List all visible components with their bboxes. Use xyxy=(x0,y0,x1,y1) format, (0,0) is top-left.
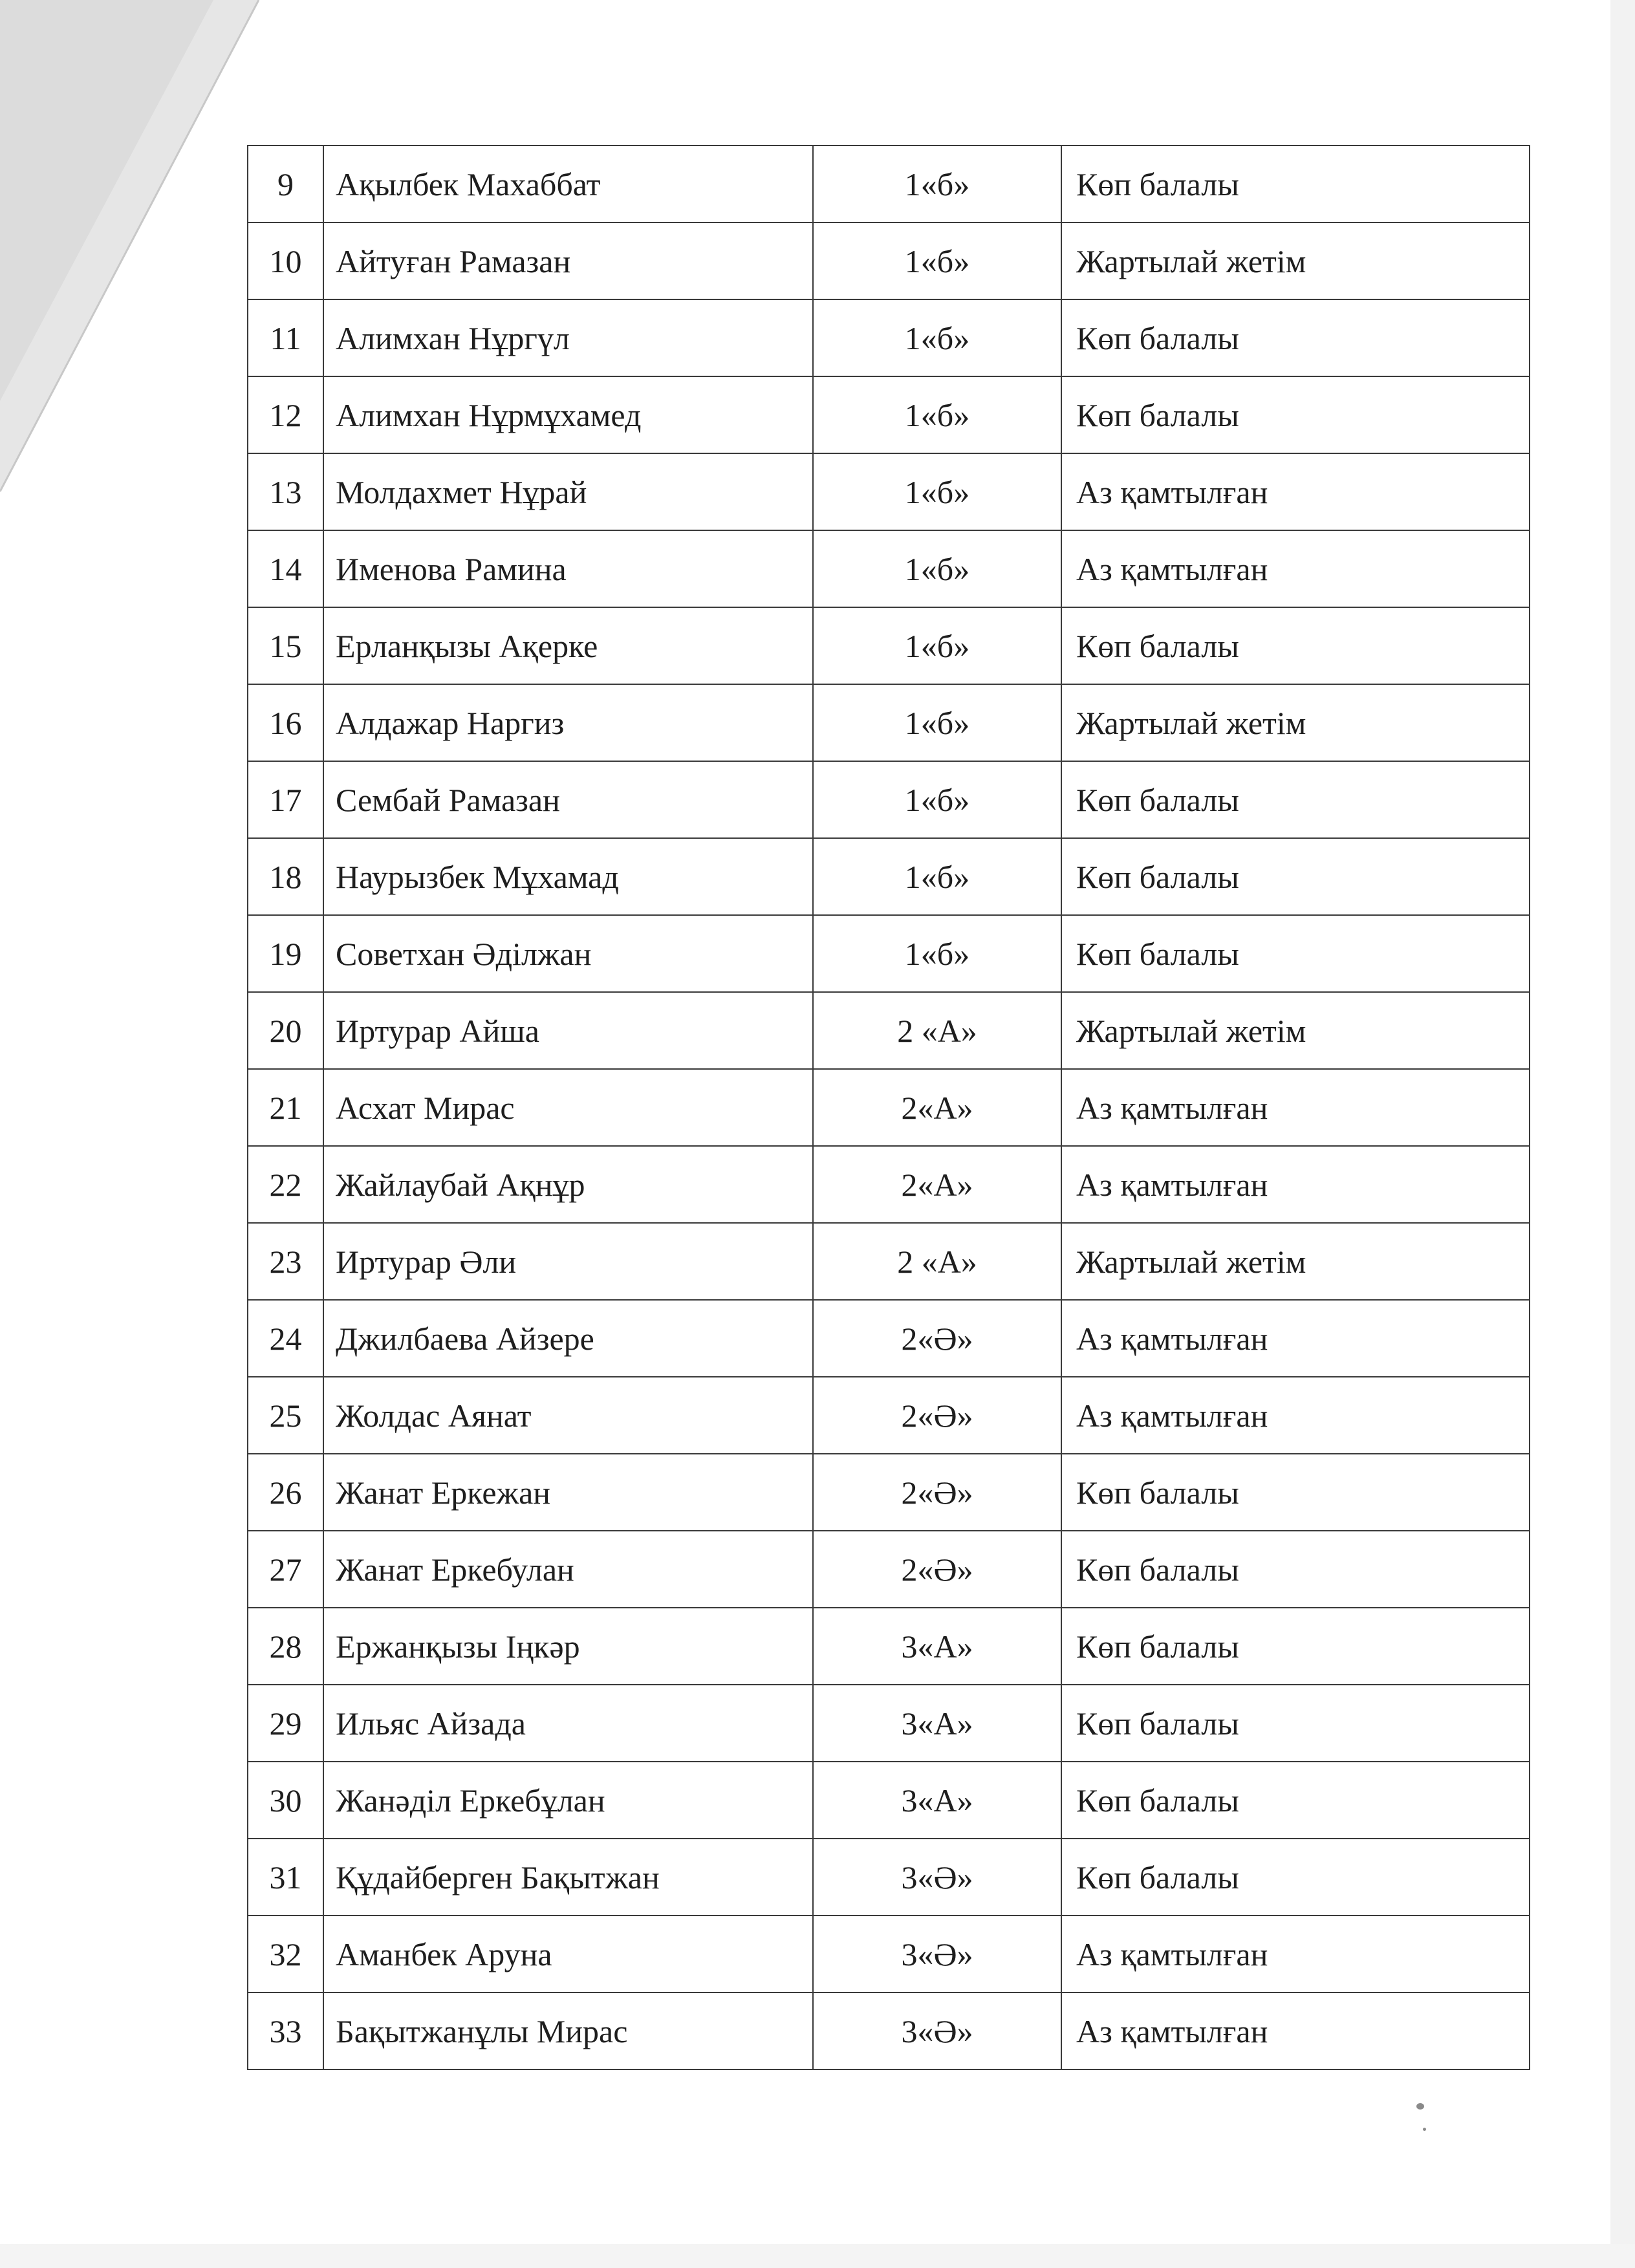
table-row xyxy=(248,222,1530,299)
table-row xyxy=(248,838,1530,915)
table-row xyxy=(248,1377,1530,1454)
table-row xyxy=(248,1223,1530,1300)
row-number: 13 xyxy=(248,453,323,530)
student-name: Иртурар Әли xyxy=(323,1223,813,1300)
table-row xyxy=(248,1146,1530,1223)
student-name: Сембай Рамазан xyxy=(323,761,813,838)
student-name: Советхан Әділжан xyxy=(323,915,813,992)
row-number: 12 xyxy=(248,376,323,453)
student-name: Айтуған Рамазан xyxy=(323,222,813,299)
student-name: Аманбек Аруна xyxy=(323,1916,813,1993)
student-status: Аз қамтылған xyxy=(1061,1916,1530,1993)
student-status: Жартылай жетім xyxy=(1061,992,1530,1069)
student-class: 3«А» xyxy=(813,1762,1061,1839)
table-row xyxy=(248,915,1530,992)
student-class: 1«б» xyxy=(813,915,1061,992)
row-number: 16 xyxy=(248,684,323,761)
student-class: 2«Ә» xyxy=(813,1454,1061,1531)
student-name: Құдайберген Бақытжан xyxy=(323,1839,813,1916)
row-number: 14 xyxy=(248,530,323,607)
row-number: 18 xyxy=(248,838,323,915)
student-name: Бақытжанұлы Мирас xyxy=(323,1993,813,2069)
student-status: Жартылай жетім xyxy=(1061,1223,1530,1300)
scan-speck xyxy=(1423,2128,1426,2131)
row-number: 9 xyxy=(248,146,323,222)
student-status: Аз қамтылған xyxy=(1061,1300,1530,1377)
row-number: 26 xyxy=(248,1454,323,1531)
student-class: 2«Ә» xyxy=(813,1531,1061,1608)
row-number: 19 xyxy=(248,915,323,992)
student-status: Көп балалы xyxy=(1061,299,1530,376)
student-name: Наурызбек Мұхамад xyxy=(323,838,813,915)
row-number: 29 xyxy=(248,1685,323,1762)
student-name: Ақылбек Махаббат xyxy=(323,146,813,222)
table-row xyxy=(248,1531,1530,1608)
student-status: Көп балалы xyxy=(1061,607,1530,684)
student-name: Асхат Мирас xyxy=(323,1069,813,1146)
student-status: Аз қамтылған xyxy=(1061,1377,1530,1454)
table-row xyxy=(248,530,1530,607)
table-row xyxy=(248,146,1530,222)
table-row xyxy=(248,1300,1530,1377)
student-class: 2«Ә» xyxy=(813,1300,1061,1377)
student-class: 1«б» xyxy=(813,607,1061,684)
student-name: Джилбаева Айзере xyxy=(323,1300,813,1377)
student-class: 1«б» xyxy=(813,299,1061,376)
student-status: Көп балалы xyxy=(1061,146,1530,222)
student-class: 1«б» xyxy=(813,684,1061,761)
students-table-body xyxy=(248,146,1530,2069)
row-number: 22 xyxy=(248,1146,323,1223)
row-number: 10 xyxy=(248,222,323,299)
row-number: 24 xyxy=(248,1300,323,1377)
table-row xyxy=(248,1454,1530,1531)
table-row xyxy=(248,992,1530,1069)
student-name: Алимхан Нұргүл xyxy=(323,299,813,376)
student-class: 1«б» xyxy=(813,146,1061,222)
table-row xyxy=(248,1762,1530,1839)
student-name: Иртурар Айша xyxy=(323,992,813,1069)
student-status: Көп балалы xyxy=(1061,1685,1530,1762)
student-name: Молдахмет Нұрай xyxy=(323,453,813,530)
student-status: Көп балалы xyxy=(1061,1608,1530,1685)
student-class: 2 «А» xyxy=(813,1223,1061,1300)
row-number: 23 xyxy=(248,1223,323,1300)
scan-speck xyxy=(1416,2103,1424,2110)
student-name: Ержанқызы Іңкәр xyxy=(323,1608,813,1685)
student-name: Жанат Еркебулан xyxy=(323,1531,813,1608)
student-class: 2«Ә» xyxy=(813,1377,1061,1454)
table-row xyxy=(248,1685,1530,1762)
row-number: 25 xyxy=(248,1377,323,1454)
student-status: Көп балалы xyxy=(1061,1454,1530,1531)
student-name: Жайлаубай Ақнұр xyxy=(323,1146,813,1223)
table-row xyxy=(248,376,1530,453)
student-name: Ерланқызы Ақерке xyxy=(323,607,813,684)
student-status: Аз қамтылған xyxy=(1061,1069,1530,1146)
student-class: 1«б» xyxy=(813,838,1061,915)
student-status: Көп балалы xyxy=(1061,1839,1530,1916)
row-number: 28 xyxy=(248,1608,323,1685)
student-class: 1«б» xyxy=(813,530,1061,607)
table-row xyxy=(248,1993,1530,2069)
student-name: Ильяс Айзада xyxy=(323,1685,813,1762)
table-row xyxy=(248,1069,1530,1146)
table-row xyxy=(248,684,1530,761)
row-number: 27 xyxy=(248,1531,323,1608)
table-row xyxy=(248,453,1530,530)
student-status: Көп балалы xyxy=(1061,1531,1530,1608)
student-status: Аз қамтылған xyxy=(1061,453,1530,530)
students-table xyxy=(247,145,1530,2070)
student-class: 3«А» xyxy=(813,1608,1061,1685)
student-class: 2«А» xyxy=(813,1146,1061,1223)
student-name: Жанәділ Еркебұлан xyxy=(323,1762,813,1839)
row-number: 31 xyxy=(248,1839,323,1916)
table-row xyxy=(248,761,1530,838)
student-class: 3«Ә» xyxy=(813,1839,1061,1916)
row-number: 11 xyxy=(248,299,323,376)
row-number: 17 xyxy=(248,761,323,838)
row-number: 33 xyxy=(248,1993,323,2069)
student-status: Жартылай жетім xyxy=(1061,222,1530,299)
student-status: Көп балалы xyxy=(1061,1762,1530,1839)
row-number: 15 xyxy=(248,607,323,684)
row-number: 21 xyxy=(248,1069,323,1146)
row-number: 30 xyxy=(248,1762,323,1839)
student-status: Жартылай жетім xyxy=(1061,684,1530,761)
row-number: 32 xyxy=(248,1916,323,1993)
student-status: Көп балалы xyxy=(1061,376,1530,453)
student-class: 1«б» xyxy=(813,453,1061,530)
student-class: 2 «А» xyxy=(813,992,1061,1069)
student-class: 3«Ә» xyxy=(813,1916,1061,1993)
student-status: Аз қамтылған xyxy=(1061,1146,1530,1223)
student-name: Алимхан Нұрмұхамед xyxy=(323,376,813,453)
table-row xyxy=(248,607,1530,684)
row-number: 20 xyxy=(248,992,323,1069)
student-class: 1«б» xyxy=(813,376,1061,453)
student-class: 2«А» xyxy=(813,1069,1061,1146)
student-status: Көп балалы xyxy=(1061,761,1530,838)
table-row xyxy=(248,1916,1530,1993)
student-class: 3«А» xyxy=(813,1685,1061,1762)
student-status: Аз қамтылған xyxy=(1061,1993,1530,2069)
student-status: Аз қамтылған xyxy=(1061,530,1530,607)
student-name: Алдажар Наргиз xyxy=(323,684,813,761)
student-status: Көп балалы xyxy=(1061,838,1530,915)
student-class: 1«б» xyxy=(813,761,1061,838)
table-row xyxy=(248,1839,1530,1916)
student-class: 3«Ә» xyxy=(813,1993,1061,2069)
student-name: Именова Рамина xyxy=(323,530,813,607)
student-name: Жанат Еркежан xyxy=(323,1454,813,1531)
student-class: 1«б» xyxy=(813,222,1061,299)
table-row xyxy=(248,1608,1530,1685)
table-row xyxy=(248,299,1530,376)
student-name: Жолдас Аянат xyxy=(323,1377,813,1454)
student-status: Көп балалы xyxy=(1061,915,1530,992)
